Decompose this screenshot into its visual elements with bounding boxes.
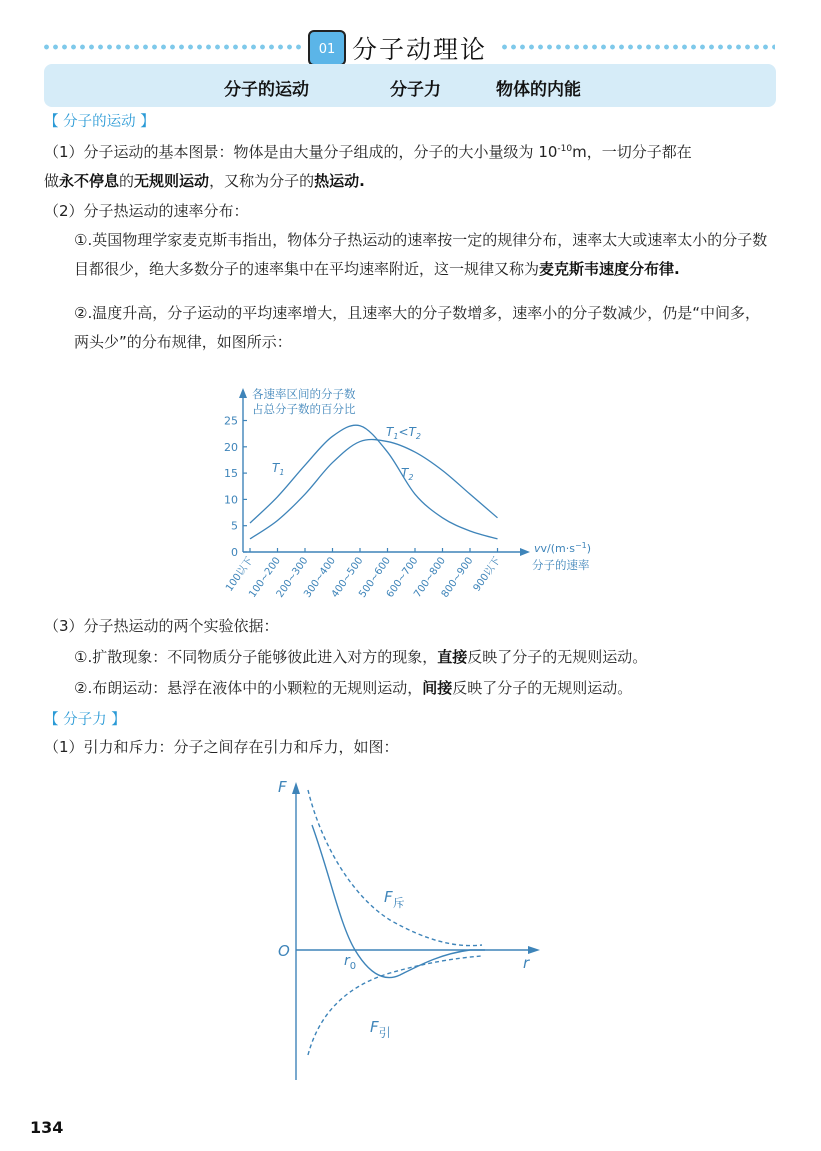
repulsion-label: $F_斥$ [384, 888, 405, 910]
y-tick-label: 20 [224, 440, 238, 454]
speed-distribution-chart [210, 380, 610, 610]
header-dots-left [42, 44, 304, 50]
paragraph-2: （2）分子热运动的速率分布： [44, 202, 249, 220]
x-tick-label: 800~900 [439, 555, 476, 600]
y-axis-label-1: 各速率区间的分子数 [252, 387, 356, 401]
series-line-t1 [250, 425, 498, 539]
x-axis-label: 分子的速率 [532, 558, 590, 572]
paragraph-6: ①.扩散现象：不同物质分子能够彼此进入对方的现象，直接反映了分子的无规则运动。 [74, 648, 648, 666]
x-tick-label: 100以下 [224, 555, 256, 594]
x-tick-label: 100~200 [247, 555, 283, 600]
paragraph-4: ②.温度升高，分子运动的平均速率增大，且速率大的分子数增多，速率小的分子数减少，仍是“中间多，两头少”的分布规律，如图所示： [74, 304, 760, 351]
x-tick-label: 700~800 [412, 555, 448, 600]
y-tick-label: 15 [224, 467, 238, 481]
paragraph-3: ①.英国物理学家麦克斯韦指出，物体分子热运动的速率按一定的规律分布，速率太大或速率太小的分子数目都很少，绝大多数分子的速率集中在平均速率附近，这一规律又称为麦克斯韦速度分布律. [74, 231, 768, 278]
y-axis-arrow [239, 388, 247, 398]
y-tick-label: 5 [231, 519, 238, 533]
paragraph-1: （1）分子运动的基本图景：物体是由大量分子组成的，分子的大小量级为 $10^{-10}m$，一切分子都在 做永不停息的无规则运动，又称为分子的热运动. [44, 143, 692, 190]
topic-tab-energy[interactable]: 物体的内能 [496, 80, 581, 100]
header-dots-right [500, 44, 775, 50]
x-tick-label: 500~600 [357, 555, 393, 600]
x-tick-label: 600~700 [384, 555, 421, 600]
x-tick-label: 400~500 [329, 555, 366, 600]
chapter-title: 分子动理论 [352, 35, 488, 64]
x-tick-label: 300~400 [302, 555, 338, 600]
paragraph-5: （3）分子热运动的两个实验依据： [44, 617, 279, 635]
y-tick-label: 0 [231, 546, 238, 559]
topic-tab-motion[interactable]: 分子的运动 [224, 80, 309, 100]
y-tick-label: 25 [224, 414, 238, 428]
temperature-relation-label: $T_1<T_2$ [386, 425, 421, 441]
x-tick-label: 900以下 [471, 555, 503, 594]
origin-label: O [278, 942, 290, 960]
r0-label: $r_0$ [344, 953, 357, 972]
chapter-badge: 01 [308, 30, 346, 66]
attraction-curve [308, 956, 482, 1055]
r-axis-label: r [523, 954, 530, 972]
repulsion-curve [308, 790, 482, 946]
x-axis-arrow [520, 548, 530, 556]
x-axis-unit: $vv/(m\cdot s^{-1})$ [534, 541, 592, 555]
topic-tab-force[interactable]: 分子力 [390, 80, 441, 100]
paragraph-7: ②.布朗运动：悬浮在液体中的小颗粒的无规则运动，间接反映了分子的无规则运动。 [74, 679, 633, 697]
paragraph-8: （1）引力和斥力：分子之间存在引力和斥力，如图： [44, 738, 399, 756]
f-axis-label: F [278, 778, 287, 796]
series-label-t1: $T_1$ [272, 461, 285, 477]
topic-bar [44, 64, 776, 107]
y-axis-label-2: 占总分子数的百分比 [252, 402, 356, 416]
r-axis-arrow [528, 946, 540, 954]
x-tick-label: 200~300 [274, 555, 311, 600]
molecular-force-chart [270, 770, 560, 1085]
series-line-t2 [250, 440, 498, 539]
page-number: 134 [30, 1118, 64, 1137]
y-tick-label: 10 [224, 493, 238, 507]
attraction-label: $F_引$ [370, 1018, 391, 1040]
section-heading-force: 【 分子力 】 [44, 712, 126, 728]
f-axis-arrow [292, 782, 300, 794]
series-label-t2: $T_2$ [401, 466, 414, 482]
section-heading-motion: 【 分子的运动 】 [44, 114, 155, 130]
